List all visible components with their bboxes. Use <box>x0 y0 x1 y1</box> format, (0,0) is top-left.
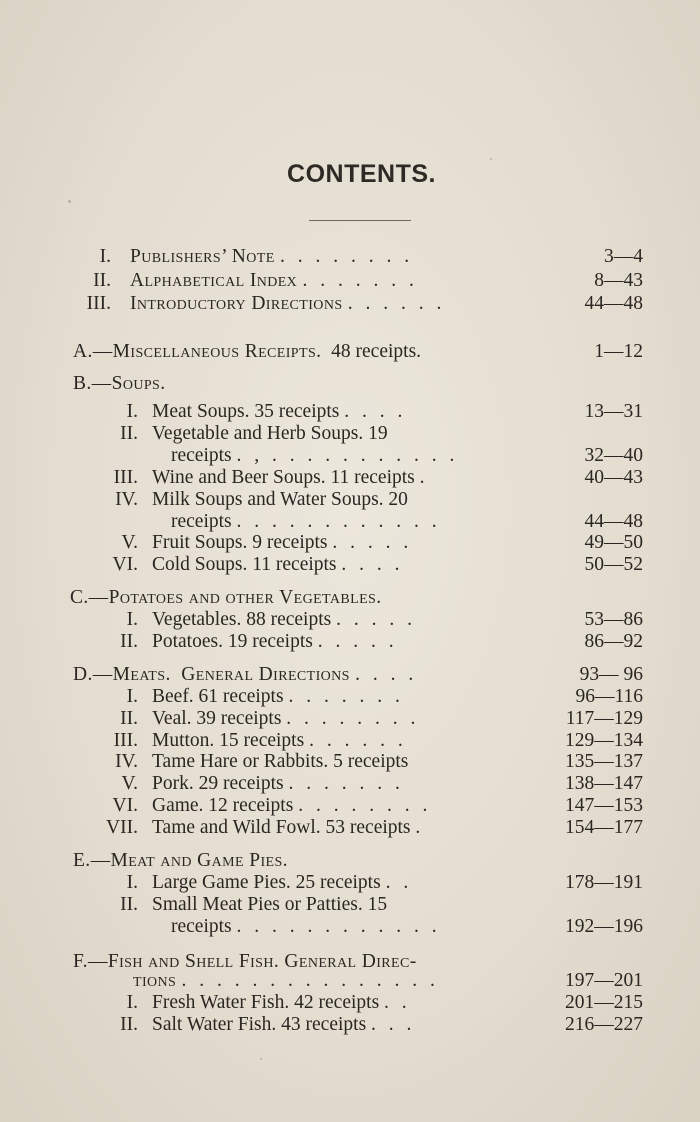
toc-entry <box>0 467 700 489</box>
section-heading: E.—Meat and Game Pies. <box>73 850 288 871</box>
entry-number: II. <box>93 270 111 291</box>
leader-dots: . . . . . . . . . . . . <box>236 510 441 532</box>
entry-text: Small Meat Pies or Patties. 15 <box>152 894 388 915</box>
paper-speck <box>490 158 492 160</box>
entry-text: Wine and Beer Soups. 11 receipts <box>152 466 415 488</box>
entry-pages: 40—43 <box>584 466 643 488</box>
toc-entry <box>0 751 700 773</box>
entry-text: Vegetables. 88 receipts <box>152 609 332 630</box>
entry-text: Pork. 29 receipts <box>152 773 284 795</box>
entry-pages: 117—129 <box>565 707 643 729</box>
entry-number: VI. <box>112 795 138 816</box>
entry-number: III. <box>113 466 138 488</box>
entry-label <box>152 423 388 445</box>
leader-dots: . . . . <box>344 401 407 422</box>
entry-text: receipts <box>171 444 232 466</box>
toc-entry <box>0 445 700 467</box>
entry-text: Mutton. 15 receipts <box>152 729 305 751</box>
toc-section-b-heading <box>0 373 700 395</box>
leader-dots: . , . . . . . . . . . . . <box>236 444 459 466</box>
page-title: CONTENTS. <box>287 160 436 188</box>
entry-label <box>152 532 412 554</box>
entry-label: Publishers’ Note . . . . . . . . <box>130 246 414 267</box>
leader-dots: . . . . <box>341 554 404 576</box>
entry-label <box>152 401 406 423</box>
entry-label <box>152 751 408 773</box>
entry-number: II. <box>120 422 138 444</box>
entry-pages: 129—134 <box>565 729 643 751</box>
section-heading: C.—Potatoes and other Vegetables. <box>70 587 382 608</box>
entry-label <box>152 554 404 576</box>
entry-text: Cold Soups. 11 receipts <box>152 554 337 576</box>
toc-section-f-heading-cont <box>0 970 700 992</box>
leader-dots: . . . . . . . . <box>298 795 432 816</box>
entry-pages: 138—147 <box>565 773 643 795</box>
toc-entry <box>0 631 700 653</box>
section-heading: B.—Soups. <box>73 373 166 394</box>
entry-pages: 154—177 <box>565 816 643 838</box>
entry-pages: 49—50 <box>584 532 643 554</box>
entry-pages: 50—52 <box>584 554 643 576</box>
entry-text: Veal. 39 receipts <box>152 707 282 729</box>
toc-entry <box>0 511 700 533</box>
toc-entry <box>0 401 700 423</box>
entry-pages: 178—191 <box>565 872 643 893</box>
leader-dots: . <box>419 466 429 488</box>
section-heading: D.—Meats. General Directions . . . . <box>73 664 418 685</box>
entry-text: Milk Soups and Water Soups. 20 <box>152 488 408 510</box>
entry-label <box>152 686 404 708</box>
entry-number: II. <box>120 707 138 729</box>
leader-dots: . . . . . . . <box>288 773 404 795</box>
entry-number: II. <box>120 894 138 915</box>
toc-entry <box>0 817 700 839</box>
entry-number: I. <box>126 609 138 630</box>
paper-speck <box>68 200 71 203</box>
entry-pages: 96—116 <box>575 686 643 707</box>
entry-label <box>152 1014 415 1036</box>
paper-speck <box>260 1058 262 1060</box>
toc-section-c-heading <box>0 587 700 609</box>
entry-pages: 44—48 <box>584 293 643 314</box>
entry-text: Fruit Soups. 9 receipts <box>152 532 328 554</box>
entry-pages: 8—43 <box>594 270 643 291</box>
toc-entry-publishers-note <box>0 246 700 268</box>
entry-number: III. <box>113 729 138 751</box>
entry-label <box>171 916 441 938</box>
toc-entry <box>0 730 700 752</box>
entry-number: IV. <box>115 751 138 773</box>
leader-dots: . . . . . . . <box>288 686 404 707</box>
toc-entry <box>0 773 700 795</box>
entry-pages: 201—215 <box>565 992 643 1013</box>
entry-number: VII. <box>106 816 138 838</box>
entry-label <box>152 609 416 631</box>
entry-text: Salt Water Fish. 43 receipts <box>152 1014 367 1035</box>
entry-label <box>152 992 411 1014</box>
entry-pages: 53—86 <box>584 609 643 630</box>
toc-entry <box>0 1014 700 1036</box>
toc-entry-introductory-directions <box>0 293 700 315</box>
entry-pages: 3—4 <box>604 246 643 267</box>
leader-dots: . . . . . <box>332 532 413 554</box>
entry-label <box>152 730 407 752</box>
entry-pages: 135—137 <box>565 751 643 773</box>
entry-label <box>152 467 429 489</box>
entry-pages: 192—196 <box>565 916 643 937</box>
entry-pages: 197—201 <box>565 970 643 991</box>
entry-text: Vegetable and Herb Soups. 19 <box>152 422 388 444</box>
entry-label <box>152 631 398 653</box>
toc-section-d-heading <box>0 664 700 686</box>
entry-label <box>152 489 408 511</box>
toc-entry <box>0 872 700 894</box>
entry-text: Game. 12 receipts <box>152 795 294 816</box>
entry-label <box>171 445 458 467</box>
entry-text: Fresh Water Fish. 42 receipts <box>152 992 380 1013</box>
entry-text: Beef. 61 receipts <box>152 686 284 707</box>
toc-entry <box>0 609 700 631</box>
leader-dots: . . . . . . <box>309 729 407 751</box>
leader-dots: . . . <box>371 1014 416 1035</box>
entry-number: I. <box>126 992 138 1013</box>
leader-dots: . . . . . . . . <box>286 707 420 729</box>
toc-entry <box>0 554 700 576</box>
entry-number: V. <box>121 532 138 554</box>
entry-text: receipts <box>171 916 232 937</box>
entry-number: I. <box>126 872 138 893</box>
entry-text: Meat Soups. 35 receipts <box>152 401 340 422</box>
leader-dots: . . . . . . . . . . . . <box>236 916 441 937</box>
entry-number: VI. <box>112 554 138 576</box>
leader-dots: . . <box>385 872 413 893</box>
toc-section-e-heading <box>0 850 700 872</box>
entry-number: I. <box>126 686 138 707</box>
entry-label <box>152 795 431 817</box>
entry-number: II. <box>120 1014 138 1035</box>
entry-pages: 44—48 <box>584 510 643 532</box>
entry-label: Alphabetical Index . . . . . . . <box>130 270 418 291</box>
toc-entry <box>0 992 700 1014</box>
entry-number: V. <box>121 773 138 795</box>
toc-entry <box>0 795 700 817</box>
toc-entry <box>0 916 700 938</box>
entry-label <box>152 773 404 795</box>
entry-number: II. <box>120 630 138 652</box>
entry-pages: 1—12 <box>594 341 643 362</box>
entry-text: Large Game Pies. 25 receipts <box>152 872 381 893</box>
toc-entry <box>0 894 700 916</box>
entry-pages: 13—31 <box>584 401 643 422</box>
entry-text: Potatoes. 19 receipts <box>152 630 313 652</box>
leader-dots: . . <box>384 992 411 1013</box>
entry-label: Introductory Directions . . . . . . <box>130 293 446 314</box>
title-rule <box>309 220 411 221</box>
leader-dots: . . . . . <box>336 609 416 630</box>
entry-text: Tame and Wild Fowl. 53 receipts <box>152 816 411 838</box>
leader-dots: . . . . . <box>317 630 398 652</box>
entry-pages: 147—153 <box>565 795 643 816</box>
section-heading-continued: tions . . . . . . . . . . . . . . . <box>133 970 439 991</box>
entry-pages: 93— 96 <box>579 664 643 685</box>
entry-pages: 216—227 <box>565 1014 643 1035</box>
entry-number: IV. <box>115 488 138 510</box>
entry-label <box>152 708 419 730</box>
entry-text: receipts <box>171 510 232 532</box>
entry-pages: 32—40 <box>584 444 643 466</box>
toc-entry <box>0 708 700 730</box>
entry-label <box>152 817 424 839</box>
toc-entry <box>0 532 700 554</box>
section-heading: F.—Fish and Shell Fish. General Direc- <box>73 951 417 972</box>
entry-text: Tame Hare or Rabbits. 5 receipts <box>152 751 409 773</box>
entry-number: I. <box>99 246 111 267</box>
entry-pages: 86—92 <box>584 630 643 652</box>
section-heading: A.—Miscellaneous Receipts. 48 receipts. <box>73 341 422 362</box>
entry-label <box>152 872 412 894</box>
entry-label <box>152 894 387 916</box>
toc-entry <box>0 686 700 708</box>
toc-section-a <box>0 341 700 363</box>
toc-entry <box>0 489 700 511</box>
entry-number: I. <box>126 401 138 422</box>
leader-dots: . <box>415 816 425 838</box>
toc-entry <box>0 423 700 445</box>
entry-label <box>171 511 441 533</box>
entry-number: III. <box>86 293 111 314</box>
toc-entry-alphabetical-index <box>0 270 700 292</box>
